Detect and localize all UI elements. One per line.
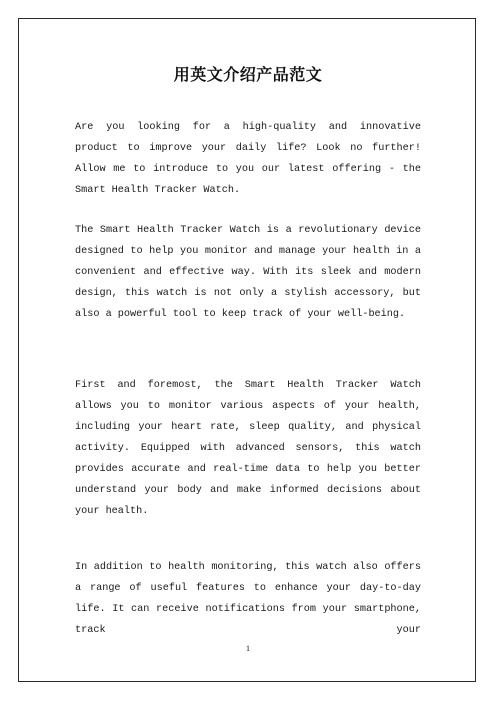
paragraph-features: In addition to health monitoring, this watch also offers a range of useful features to enhance your day-to-day life. It can receive notifications from your smartphone, track your	[75, 562, 421, 636]
page-number: 1	[246, 644, 250, 653]
paragraph-health-monitoring: First and foremost, the Smart Health Tracker Watch allows you to monitor various aspects of your health, including your heart rate, sleep quality, and physical activity. Equipped with advanced sensors, this watch provides accurate and real-time data to help you better understand your body and make informed decisions about your health.	[75, 380, 421, 517]
paragraph-product-overview: The Smart Health Tracker Watch is a revolutionary device designed to help you monitor and manage your health in a convenient and effective way. With its sleek and modern design, this watch is not only a stylish accessory, but also a powerful tool to keep track of your well-being.	[75, 225, 421, 320]
paragraph-intro: Are you looking for a high-quality and innovative product to improve your daily life? Look no further! Allow me to introduce to you our latest offering - the Smart Health Tracker Watch.	[75, 122, 421, 196]
document-title: 用英文介绍产品范文	[173, 65, 323, 84]
